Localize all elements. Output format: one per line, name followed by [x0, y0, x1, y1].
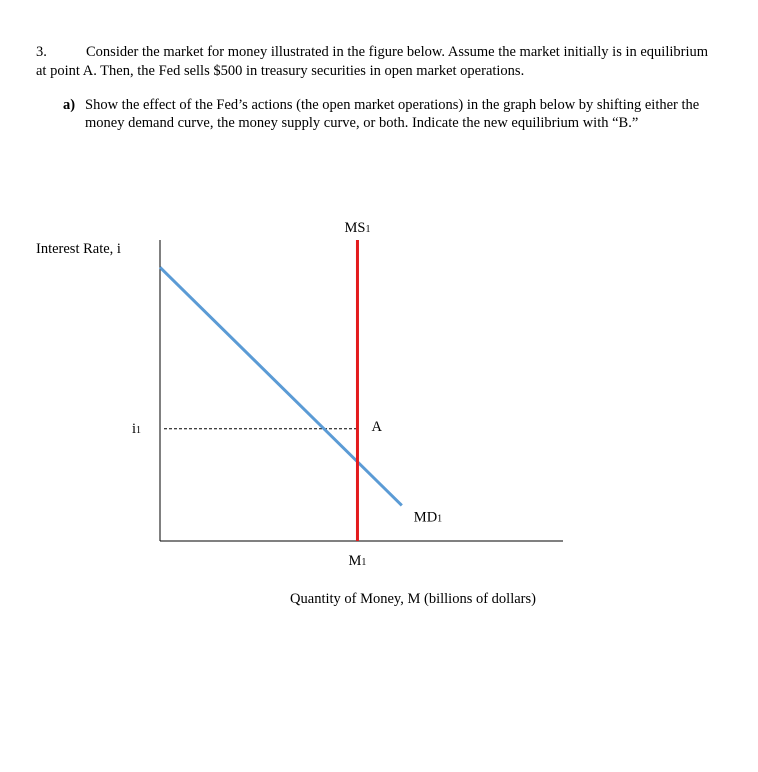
- question-text: Consider the market for money illustrated in the figure below. Assume the market initially is in equilibrium at point A. Then, the Fed sells $500 in treasury securities in open market operations.: [36, 44, 709, 79]
- question-number: 3.: [36, 44, 47, 60]
- money-demand-curve: [160, 267, 402, 505]
- equilibrium-a-label: A: [371, 418, 382, 435]
- part-a-text: Show the effect of the Fed’s actions (the open market operations) in the graph below by shifting either the money demand curve, the money supply curve, or both. Indicate the new equilibrium with “B.”: [85, 97, 700, 131]
- i1-tick-label: i1: [132, 420, 142, 437]
- part-a-label: a): [63, 97, 76, 113]
- x-axis-label: Quantity of Money, M (billions of dollars): [290, 591, 536, 607]
- m1-tick-label: M1: [348, 553, 367, 569]
- md1-label: MD1: [413, 509, 443, 526]
- ms1-label: MS1: [344, 220, 371, 236]
- y-axis-label: Interest Rate, i: [36, 241, 121, 257]
